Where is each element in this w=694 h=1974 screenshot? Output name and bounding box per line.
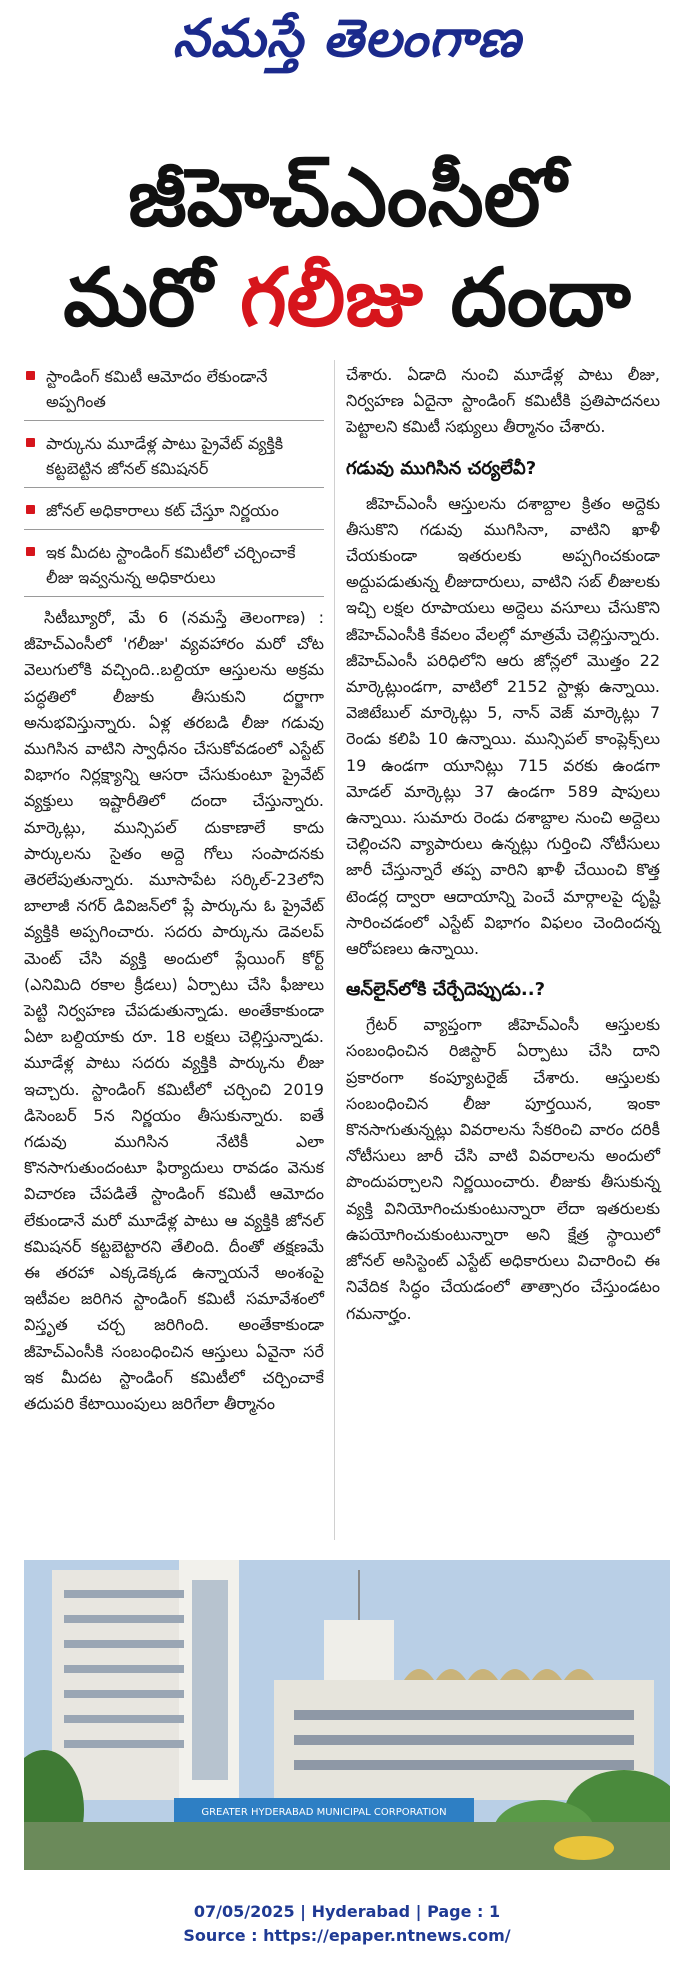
article-paragraph-2: జీహెచ్‌ఎంసీ ఆస్తులను దశాబ్దాల క్రితం అద్దెకు తీసుకొని గడువు ముగిసినా, వాటిని ఖాళీ చేయకుండా ఇతరులకు అప్పగించకుండా అద్దుపడుతున్న లీజుదారులు, వాటిని సబ్ లీజులకు ఇచ్చి లక్షల రూపాయలు అద్దెలు వసూలు చేసుకొని జీహెచ్‌ఎంసీకి కేవలం వేలల్లో మాత్రమే చెల్లిస్తున్నారు. జీహెచ్‌ఎంసీ పరిధిలోని ఆరు జోన్లలో మొత్తం 22 మార్కెట్లుండగా, వాటిలో 2152 స్టాళ్లు ఉన్నాయి. వెజిటేబుల్ మార్కెట్లు 5, నాన్ వెజ్ మార్కెట్లు 7 రెండు కలిపి 10 ఉన్నాయి. మున్సిపల్ కాంప్లెక్స్‌లు 19 ఉండగా యూనిట్లు 715 వరకు ఉండగా మోడల్ మార్కెట్లు 37 ఉండగా 589 షాపులు ఉన్నాయి. సుమారు రెండు దశాబ్దాల నుంచి అద్దెలు చెల్లించని వ్యాపారులు ఉన్నట్లు గుర్తించి నోటీసులు జారీ చేస్తున్నారే తప్ప వారిని ఖాళీ చేయించి కొత్త టెండర్ల ద్వారా ఆదాయాన్ని పెంచే మార్గాలపై దృష్టి సారించడంలో ఎస్టేట్ విభాగం విఫలం చెందిందన్న ఆరోపణలు ఉన్నాయి. xyxy=(346,493,660,959)
article-paragraph-continued: చేశారు. ఏడాది నుంచి మూడేళ్ల పాటు లీజు, నిర్వహణ ఏదైనా స్టాండింగ్ కమిటీకి ప్రతిపాదనలు పెట్టాలని కమిటీ సభ్యులు తీర్మానం చేశారు. xyxy=(346,365,660,437)
subheading-1: గడువు ముగిసిన చర్యలేవీ? xyxy=(346,457,537,479)
subheading-2: ఆన్‌లైన్‌లోకి చేర్చేదెప్పుడు..? xyxy=(346,979,546,1001)
headline-line-2-part-b: దందా xyxy=(422,251,631,344)
bullet-item: ఇక మీదట స్టాండింగ్ కమిటీలో చర్చించాకే లీజు ఇవ్వనున్న అధికారులు xyxy=(24,538,324,597)
bullet-item: స్టాండింగ్ కమిటీ ఆమోదం లేకుండానే అప్పగింత xyxy=(24,362,324,421)
footer-source: Source : https://epaper.ntnews.com/ xyxy=(183,1926,511,1945)
highlight-bullets xyxy=(24,362,324,597)
article-column-right xyxy=(346,362,660,1327)
bullet-item: జోనల్ అధికారాలు కట్ చేస్తూ నిర్ణయం xyxy=(24,496,324,530)
ghmc-building-photo xyxy=(24,1560,670,1870)
headline-line-1: జీహెచ్‌ఎంసీలో xyxy=(128,151,566,244)
footer-date-page: 07/05/2025 | Hyderabad | Page : 1 xyxy=(193,1902,501,1921)
article-column-left xyxy=(24,362,324,1417)
headline-line-2 xyxy=(20,250,674,346)
building-sign-text: GREATER HYDERABAD MUNICIPAL CORPORATION xyxy=(201,1807,447,1818)
article-paragraph-3: గ్రేటర్ వ్యాప్తంగా జీహెచ్‌ఎంసీ ఆస్తులకు సంబంధించిన రిజిస్టార్ ఏర్పాటు చేసి దాని ప్రకారంగా కంప్యూటరైజ్ చేశారు. ఆస్తులకు సంబంధించిన లీజు పూర్తయిన, ఇంకా కొనసాగుతున్నట్లు వివరాలను సేకరించి వారం దరికీ నోటీసులు జారీ చేసి వాటి వివరాలను అందులో పొందుపర్చాలని నిర్ణయించారు. లీజుకు తీసుకున్న వ్యక్తి వినియోగించుకుంటున్నారా లేదా ఇతరులకు ఉపయోగించుకుంటున్నారా అని క్షేత్ర స్థాయిలో జోనల్ అసిస్టెంట్ ఎస్టేట్ అధికారులు విచారించి ఈ నివేదిక సిద్ధం చేయడంలో తాత్సారం చేస్తుండటం గమనార్హం. xyxy=(346,1015,660,1323)
headline-highlight-word: గలీజు xyxy=(239,251,423,344)
column-divider xyxy=(334,360,335,1540)
headline-line-2-part-a: మరో xyxy=(63,251,240,344)
article-paragraph-1: సిటీబ్యూరో, మే 6 (నమస్తే తెలంగాణ) : జీహెచ్‌ఎంసీలో 'గలీజు' వ్యవహారం మరో చోట వెలుగులోకి వచ్చింది..బల్దియా ఆస్తులను అక్రమ పద్ధతిలో లీజుకు తీసుకుని దర్జాగా అనుభవిస్తున్నారు. ఏళ్ల తరబడి లీజు గడువు ముగిసిన వాటిని స్వాధీనం చేసుకోవడంలో ఎస్టేట్ విభాగం నిర్లక్ష్యాన్ని ఆసరా చేసుకుంటూ ప్రైవేట్ వ్యక్తులు ఇష్టారీతిలో దందా చేస్తున్నారు. మార్కెట్లు, మున్సిపల్ దుకాణాలే కాదు పార్కులను సైతం అద్దె గోలు సంపాదనకు తెరలేపుతున్నారు. మూసాపేట సర్కిల్-23లోని బాలాజీ నగర్ డివిజన్‌లో ప్లే పార్కును ఓ ప్రైవేట్ వ్యక్తికి అప్పగించారు. సదరు పార్కును డెవలప్ మెంట్ చేసి వ్యక్తి అందులో ప్లేయింగ్ కోర్ట్ (ఎనిమిది రకాల క్రీడలు) ఏర్పాటు చేసి ఫీజులు పెట్టి నిర్వహణ చేపడుతున్నాడు. అంతేకాకుండా ఏటా బల్దియాకు రూ. 18 లక్షలు చెల్లిస్తున్నాడు. మూడేళ్ల పాటు సదరు వ్యక్తికి పార్కును లీజు ఇచ్చారు. స్టాండింగ్ కమిటీలో చర్చించి 2019 డిసెంబర్ 5న నిర్ణయం తీసుకున్నారు. ఐతే గడువు ముగిసిన నేటికీ ఎలా కొనసాగుతుందంటూ ఫిర్యాదులు రావడం వెనుక విచారణ చేపడితే స్టాండింగ్ కమిటీ ఆమోదం లేకుండానే మరో మూడేళ్ల పాటు ఆ వ్యక్తికి జోనల్ కమిషనర్ కట్టబెట్టారని తేలింది. దీంతో తక్షణమే ఈ తరహా ఎక్కడెక్కడ ఉన్నాయనే అంశంపై ఇటీవల జరిగిన స్టాండింగ్ కమిటీ సమావేశంలో విస్తృత చర్చ జరిగింది. అంతేకాకుండా జీహెచ్‌ఎంసీకి సంబంధించిన ఆస్తులు ఏవైనా సరే ఇక మీదట స్టాండింగ్ కమిటీలో చర్చించాకే తదుపరి కేటాయింపులు జరిగేలా తీర్మానం xyxy=(24,608,324,1414)
building-illustration xyxy=(24,1560,670,1870)
masthead-logo: నమస్తే తెలంగాణ xyxy=(172,9,522,69)
bullet-item: పార్కును మూడేళ్ల పాటు ప్రైవేట్ వ్యక్తికి కట్టబెట్టిన జోనల్ కమిషనర్ xyxy=(24,429,324,488)
